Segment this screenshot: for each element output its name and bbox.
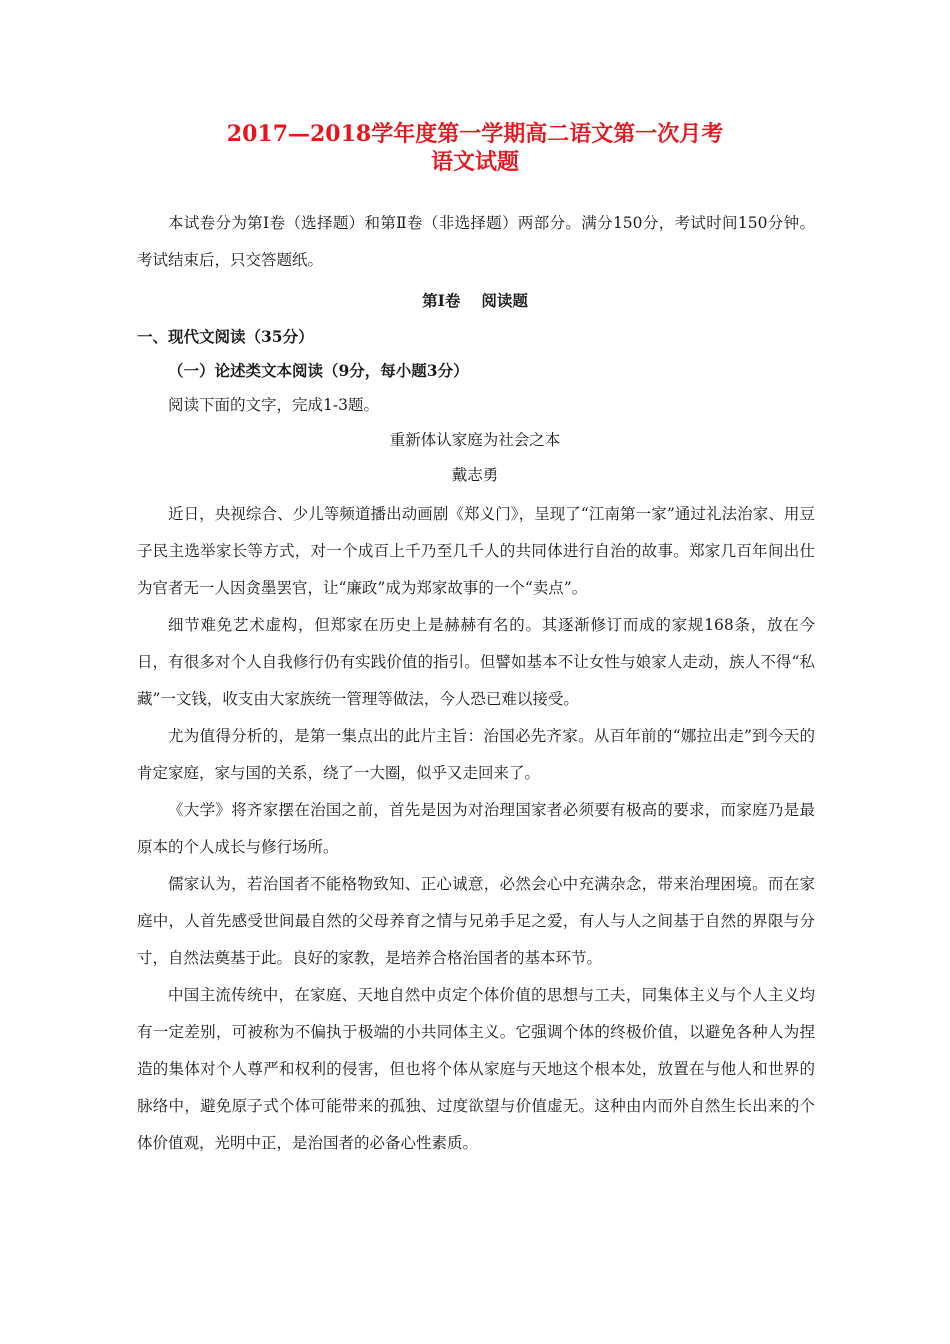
article-paragraph: 《大学》将齐家摆在治国之前，首先是因为对治理国家者必须要有极高的要求，而家庭乃是最原本的个人成长与修行场所。 (137, 801, 815, 856)
article-paragraph: 儒家认为，若治国者不能格物致知、正心诚意，必然会心中充满杂念，带来治理困境。而在家庭中，人首先感受世间最自然的父母养育之情与兄弟手足之爱，有人与人之间基于自然的界限与分寸，自然法奠基于此。良好的家教，是培养合格治国者的基本环节。 (137, 875, 815, 967)
article-title: 重新体认家庭为社会之本 (389, 431, 561, 449)
exam-title (0, 120, 950, 176)
volume-heading: 第Ⅰ卷 阅读题 (422, 291, 528, 310)
article-paragraph: 中国主流传统中，在家庭、天地自然中贞定个体价值的思想与工夫，同集体主义与个人主义均有一定差别，可被称为不偏执于极端的小共同体主义。它强调个体的终极价值，以避免各种人为捏造的集体对个人尊严和权利的侵害，但也将个体从家庭与天地这个根本处，放置在与他人和世界的脉络中，避免原子式个体可能带来的孤独、过度欲望与价值虚无。这种由内而外自然生长出来的个体价值观，光明中正，是治国者的必备心性素质。 (137, 986, 815, 1152)
exam-title-line2: 语文试题 (430, 149, 519, 175)
article-author: 戴志勇 (451, 466, 499, 484)
article-body (137, 496, 815, 1162)
article-paragraph: 尤为值得分析的，是第一集点出的此片主旨：治国必先齐家。从百年前的“娜拉出走”到今天的肯定家庭，家与国的关系，绕了一大圈，似乎又走回来了。 (137, 727, 815, 782)
sub-heading: （一）论述类文本阅读（9分，每小题3分） (168, 361, 469, 380)
intro-paragraph: 本试卷分为第Ⅰ卷（选择题）和第Ⅱ卷（非选择题）两部分。满分150分，考试时间150分钟。考试结束后，只交答题纸。 (137, 214, 815, 269)
article-paragraph: 细节难免艺术虚构，但郑家在历史上是赫赫有名的。其逐渐修订而成的家规168条，放在今日，有很多对个人自我修行仍有实践价值的指引。但譬如基本不让女性与娘家人走动，族人不得“私藏”一文钱，收支由大家族统一管理等做法，今人恐已难以接受。 (137, 616, 815, 708)
exam-title-line1: 2017—2018学年度第一学期高二语文第一次月考 (226, 121, 724, 147)
exam-intro (137, 205, 815, 279)
article-paragraph: 近日，央视综合、少儿等频道播出动画剧《郑义门》，呈现了“江南第一家”通过礼法治家、用豆子民主选举家长等方式，对一个成百上千乃至几千人的共同体进行自治的故事。郑家几百年间出仕为官者无一人因贪墨罢官，让“廉政”成为郑家故事的一个“卖点”。 (137, 505, 815, 597)
instruction-text: 阅读下面的文字，完成1-3题。 (168, 396, 379, 414)
part-heading: 一、现代文阅读（35分） (137, 327, 314, 346)
